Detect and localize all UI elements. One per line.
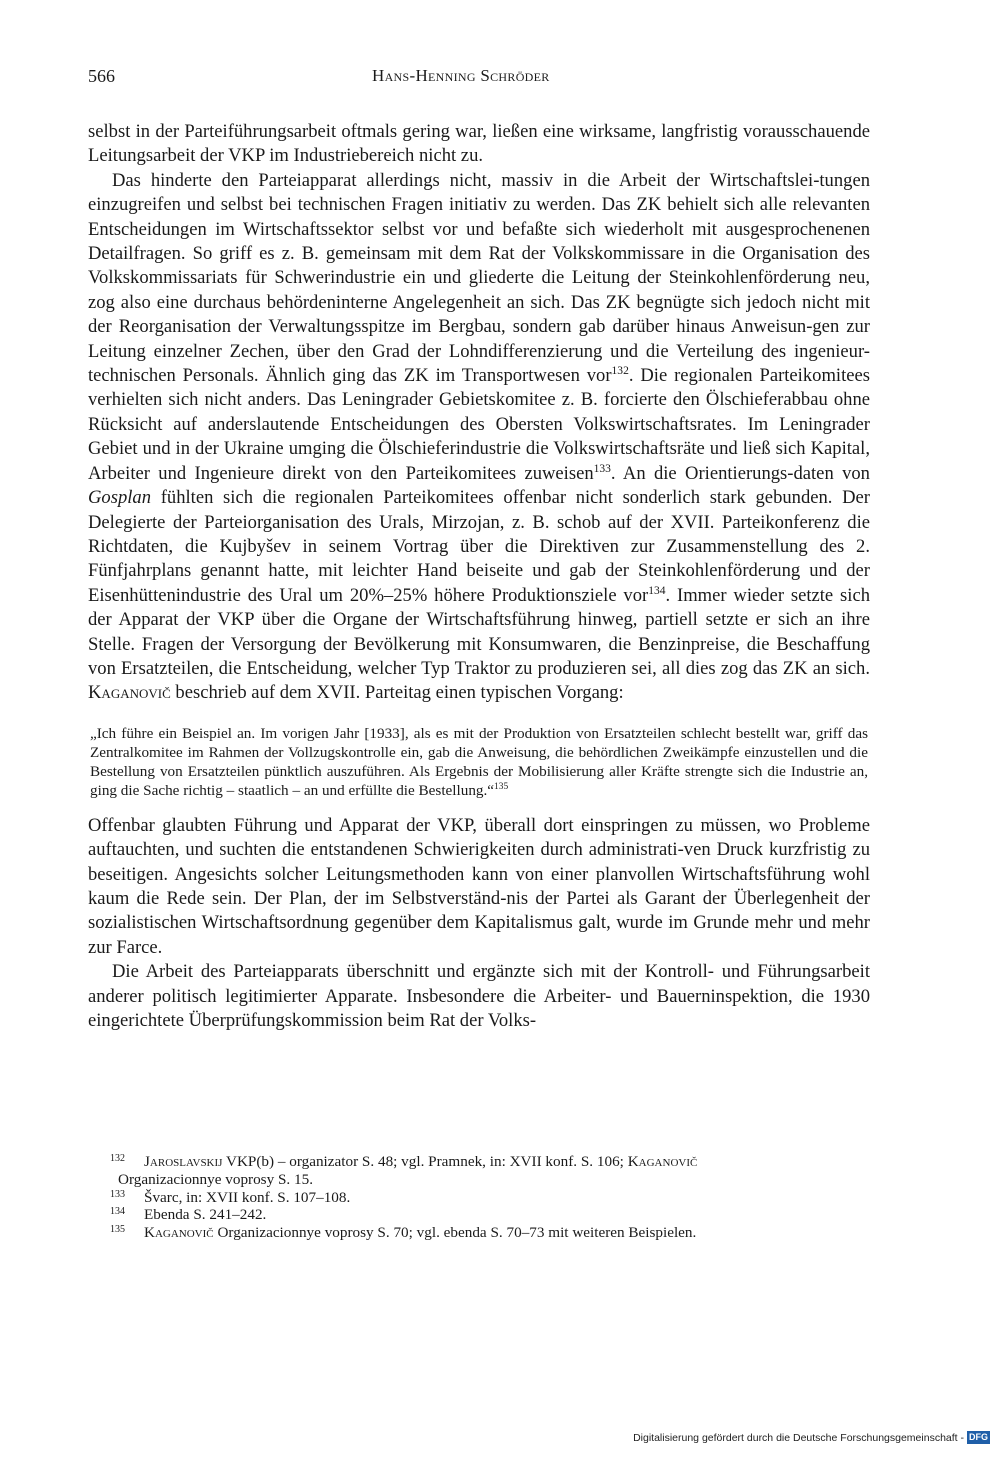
quote-text: „Ich führe ein Beispiel an. Im vorigen Jahr [1933], als es mit der Produktion von Ersatzteilen schlecht bestellt war, griff das Zentralkomitee im Rahmen der Vollzugskontrolle ein, gab die Anweisung, die behördlichen Zweikämpfe einzustellen und die Bestellung von Ersatzteilen pünktlich auszuführen. Als Ergebnis der Mobilisierung aller Kräfte strengte sich die Industrie an, ging die Sache richtig – staatlich – an und erfüllte die Bestellung.“ <box>90 724 868 799</box>
footnote-ref[interactable]: 132 <box>611 364 629 377</box>
block-quote <box>88 724 870 800</box>
footnote-number: 132 <box>110 1153 125 1164</box>
footnote-number: 135 <box>110 1224 125 1236</box>
author-name: Kaganovič <box>144 1224 214 1242</box>
paragraph: Die Arbeit des Parteiapparats überschnitt und ergänzte sich mit der Kontroll- und Führungsarbeit anderer politisch legitimierter Apparate. Insbesondere die Arbeiter- und Bauerninspektion, die 1930 eingerichtete Überprüfungskommission beim Rat der Volks- <box>88 961 870 1031</box>
footnote-ref[interactable]: 133 <box>593 462 611 475</box>
paragraph: Offenbar glaubten Führung und Apparat der VKP, überall dort einspringen zu müssen, wo Probleme auftauchten, und suchten die entstandenen Schwierigkeiten durch administrati-ven Druck kurzfristig zu beseitigen. Angesichts solcher Leitungsmethoden kann von einer planvollen Wirtschaftsführung wohl kaum die Rede sein. Der Plan, der im Selbstverständ-nis der Partei als Garant der Überlegenheit der sozialistischen Wirtschaftsordnung gegenüber dem Kapitalismus galt, wurde im Grunde mehr und mehr zur Farce. <box>88 814 870 958</box>
dfg-logo-icon[interactable]: DFG <box>969 1432 988 1442</box>
footnote-ref[interactable]: 134 <box>648 584 666 597</box>
footnote-continuation: Organizacionnye voprosy S. 15. <box>118 1170 314 1188</box>
footnote-number: 134 <box>110 1206 125 1218</box>
author-name: Kaganovič <box>627 1153 698 1170</box>
footnote <box>88 1153 870 1189</box>
credit-text: Digitalisierung gefördert durch die Deutsche Forschungsgemeinschaft - <box>633 1431 964 1444</box>
footnote-text: Švarc, in: XVII konf. S. 107–108. <box>144 1188 351 1206</box>
footnote-text: Ebenda S. 241–242. <box>144 1206 267 1224</box>
footnote <box>88 1224 870 1242</box>
text-run: Organizacionnye voprosy S. 70; vgl. ebenda S. 70–73 mit weiteren Beispielen. <box>213 1224 697 1242</box>
author-name: Kaganovič <box>88 682 171 704</box>
main-text <box>88 120 870 1033</box>
footnote-number: 133 <box>110 1188 125 1200</box>
text-run: . Immer wieder setzte sich der Apparat der VKP über die Organe der Wirtschaftsführung hinweg, partiell setzte er sich an ihre Stelle. Fragen der Versorgung der Bevölkerung mit Konsumwaren, die Benzinpreise, die Beschaffung von Ersatzteilen, die Entscheidung, welcher Typ Traktor zu produzieren sei, all dies zog das ZK an sich. <box>88 584 870 679</box>
footnote-text <box>118 1153 870 1171</box>
text-run: fühlten sich die regionalen Parteikomitees offenbar nicht sonderlich stark gebunden. Der Delegierte der Parteiorganisation des Urals, Mirzojan, z. B. schob auf der XVII. Parteikonferenz die Richtdaten, die Kujbyšev in seinem Vortrag über die Direktiven zur Zusammenstellung des 2. Fünfjahrplans genannt hatte, mit leichter Hand beiseite und gab der Steinkohlenförderung und der Eisenhüttenindustrie des Ural um 20%–25% höhere Produktionsziele vor <box>88 487 870 606</box>
footnote-ref[interactable]: 135 <box>494 781 509 792</box>
text-run: . An die Orientierungs-daten von <box>610 462 870 484</box>
paragraph <box>88 169 870 706</box>
page-number: 566 <box>88 66 115 86</box>
text-run: Das hinderte den Parteiapparat allerdings nicht, massiv in die Arbeit der Wirtschaftslei-tungen einzugreifen und selbst bei technischen Fragen initiativ zu werden. Das ZK behielt sich alle relevanten Entscheidungen im Wirtschaftssektor selbst vor und befaßte sich wiederholt mit ausgesprochenenen Detailfragen. So griff es z. B. gemeinsam mit dem Rat der Volkskommissare in die Organisation des Volkskommissariats für Schwerindustrie ein und gliederte die Leitung der Steinkohlenförderung neu, zog also eine durchaus behördeninterne Angelegenheit an sich. Das ZK begnügte sich jedoch nicht mit der Reorganisation der Verwaltungsspitze im Bergbau, sondern gab darüber hinaus Anweisun-gen zur Leitung einzelner Zechen, über den Grad der Lohndifferenzierung und die Verteilung des ingenieur-technischen Personals. Ähnlich ging das ZK im Transportwesen vor <box>88 169 870 387</box>
footnotes <box>88 1153 870 1242</box>
text-run: . Die regionalen Parteikomitees verhielten sich nicht anders. Das Leningrader Gebietskomitee z. B. forcierte den Ölschieferabbau ohne Rücksicht auf anderslautende Entscheidungen des Obersten Volkswirtschaftsrates. Im Leningrader Gebiet und in der Ukraine umging die Ölschieferindustrie die Volkswirtschaftsräte und ließ sich Kapital, Arbeiter und Ingenieure direkt von den Parteikomitees zuweisen <box>88 365 870 484</box>
footnote <box>88 1189 870 1207</box>
emphasis: Gosplan <box>88 487 152 509</box>
footnote <box>88 1206 870 1224</box>
digitization-credit <box>633 1431 990 1444</box>
paragraph: selbst in der Parteiführungsarbeit oftmals gering war, ließen eine wirksame, langfristig vorausschauende Leitungsarbeit der VKP im Industriebereich nicht zu. <box>88 121 870 167</box>
footnote-text <box>118 1224 870 1242</box>
text-run: VKP(b) – organizator S. 48; vgl. Pramnek, in: XVII konf. S. 106; <box>222 1153 628 1170</box>
running-head: Hans-Henning Schröder <box>372 66 550 85</box>
author-name: Jaroslavskij <box>144 1153 223 1170</box>
text-run: beschrieb auf dem XVII. Parteitag einen typischen Vorgang: <box>170 682 624 704</box>
